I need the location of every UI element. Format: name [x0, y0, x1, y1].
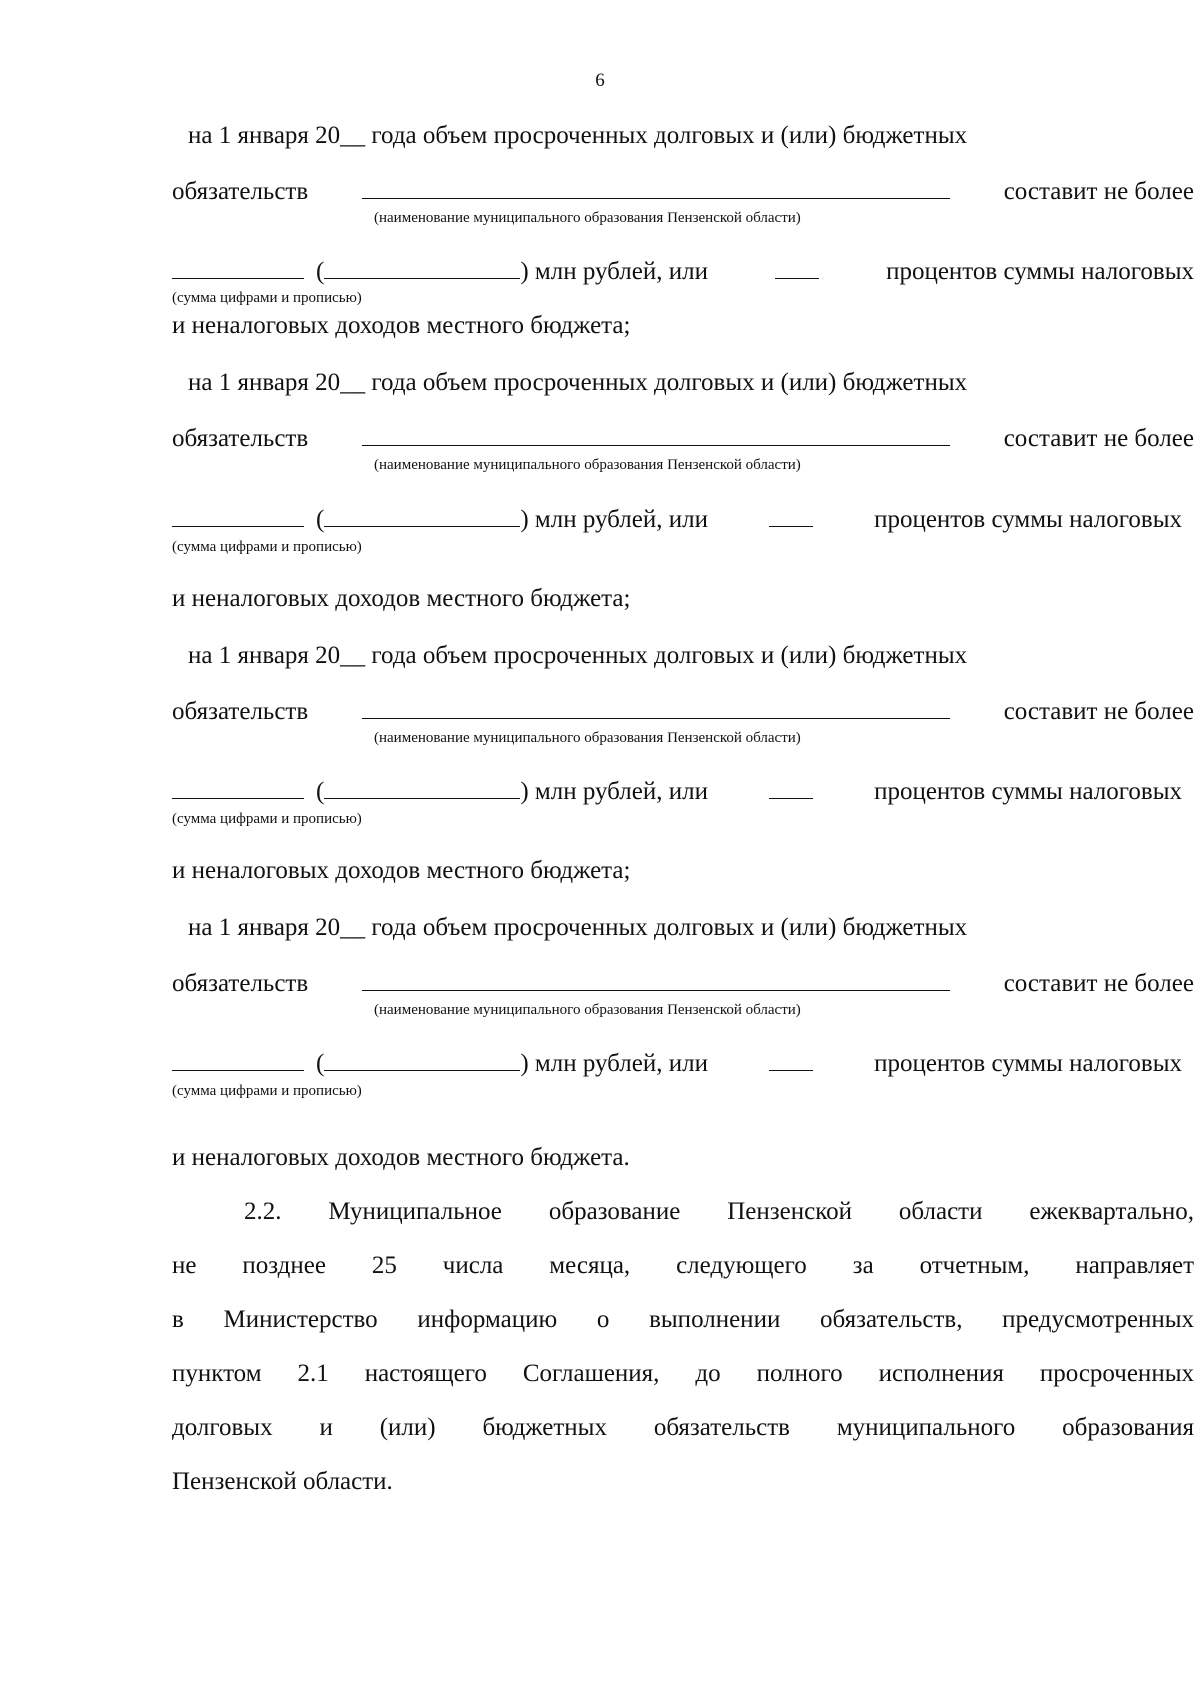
million-rubles-label: ) млн рублей, или — [520, 506, 708, 533]
no-more-than-label: составит не более — [1003, 698, 1194, 725]
percent-of-revenue-label: процентов суммы налоговых — [874, 506, 1182, 533]
block-1-line-4: и неналоговых доходов местного бюджета; — [172, 312, 631, 339]
percent-of-revenue-label: процентов суммы налоговых — [886, 258, 1194, 285]
million-rubles-label: ) млн рублей, или — [520, 1050, 708, 1077]
paragraph-2-2-line-5: долговых и (или) бюджетных обязательств муниципального образования — [172, 1414, 1194, 1441]
obligations-label: обязательств — [172, 970, 309, 997]
block-4-line-3 — [172, 1048, 1182, 1079]
amount-digits-blank[interactable] — [172, 256, 304, 279]
municipality-name-blank[interactable] — [362, 968, 950, 991]
obligations-label: обязательств — [172, 698, 309, 725]
amount-digits-blank[interactable] — [172, 504, 304, 527]
percent-blank[interactable] — [769, 776, 813, 799]
amount-digits-blank[interactable] — [172, 1048, 304, 1071]
paragraph-2-2-line-1: 2.2. Муниципальное образование Пензенской области ежеквартально, — [244, 1198, 1194, 1225]
block-3-line-1: на 1 января 20__ года объем просроченных долговых и (или) бюджетных — [188, 642, 968, 669]
block-4-line-1: на 1 января 20__ года объем просроченных долговых и (или) бюджетных — [188, 914, 968, 941]
block-3-line-4: и неналоговых доходов местного бюджета; — [172, 857, 631, 884]
percent-of-revenue-label: процентов суммы налоговых — [874, 1050, 1182, 1077]
amount-words-blank[interactable] — [324, 504, 520, 527]
block-2-line-3 — [172, 504, 1182, 535]
caption-sum: (сумма цифрами и прописью) — [172, 1083, 362, 1099]
paragraph-2-2-line-6: Пензенской области. — [172, 1468, 393, 1495]
caption-sum: (сумма цифрами и прописью) — [172, 539, 362, 555]
caption-sum: (сумма цифрами и прописью) — [172, 290, 362, 306]
block-3-line-2 — [172, 696, 1194, 727]
amount-words-blank[interactable] — [324, 1048, 520, 1071]
municipality-name-blank[interactable] — [362, 696, 950, 719]
block-1-line-3 — [172, 256, 1194, 287]
open-paren: ( — [316, 1050, 325, 1077]
block-1-line-2 — [172, 176, 1194, 207]
no-more-than-label: составит не более — [1003, 178, 1194, 205]
caption-municipality-name: (наименование муниципального образования Пензенской области) — [374, 730, 801, 746]
caption-sum: (сумма цифрами и прописью) — [172, 811, 362, 827]
page-number: 6 — [595, 70, 605, 91]
block-2-line-2 — [172, 423, 1194, 454]
caption-municipality-name: (наименование муниципального образования Пензенской области) — [374, 1002, 801, 1018]
million-rubles-label: ) млн рублей, или — [520, 778, 708, 805]
no-more-than-label: составит не более — [1003, 970, 1194, 997]
block-4-line-4: и неналоговых доходов местного бюджета. — [172, 1144, 630, 1171]
paragraph-2-2-line-2: не позднее 25 числа месяца, следующего за отчетным, направляет — [172, 1252, 1194, 1279]
amount-digits-blank[interactable] — [172, 776, 304, 799]
block-2-line-1: на 1 января 20__ года объем просроченных долговых и (или) бюджетных — [188, 369, 968, 396]
caption-municipality-name: (наименование муниципального образования Пензенской области) — [374, 210, 801, 226]
percent-of-revenue-label: процентов суммы налоговых — [874, 778, 1182, 805]
paragraph-2-2-line-4: пунктом 2.1 настоящего Соглашения, до полного исполнения просроченных — [172, 1360, 1194, 1387]
block-4-line-2 — [172, 968, 1194, 999]
no-more-than-label: составит не более — [1003, 425, 1194, 452]
million-rubles-label: ) млн рублей, или — [520, 258, 708, 285]
amount-words-blank[interactable] — [324, 256, 520, 279]
obligations-label: обязательств — [172, 178, 309, 205]
municipality-name-blank[interactable] — [362, 176, 950, 199]
percent-blank[interactable] — [769, 1048, 813, 1071]
percent-blank[interactable] — [775, 256, 819, 279]
municipality-name-blank[interactable] — [362, 423, 950, 446]
percent-blank[interactable] — [769, 504, 813, 527]
open-paren: ( — [316, 778, 325, 805]
caption-municipality-name: (наименование муниципального образования Пензенской области) — [374, 457, 801, 473]
block-1-line-1: на 1 января 20__ года объем просроченных долговых и (или) бюджетных — [188, 122, 968, 149]
open-paren: ( — [316, 506, 325, 533]
block-3-line-3 — [172, 776, 1182, 807]
amount-words-blank[interactable] — [324, 776, 520, 799]
open-paren: ( — [316, 258, 325, 285]
block-2-line-4: и неналоговых доходов местного бюджета; — [172, 585, 631, 612]
paragraph-2-2-line-3: в Министерство информацию о выполнении обязательств, предусмотренных — [172, 1306, 1194, 1333]
obligations-label: обязательств — [172, 425, 309, 452]
